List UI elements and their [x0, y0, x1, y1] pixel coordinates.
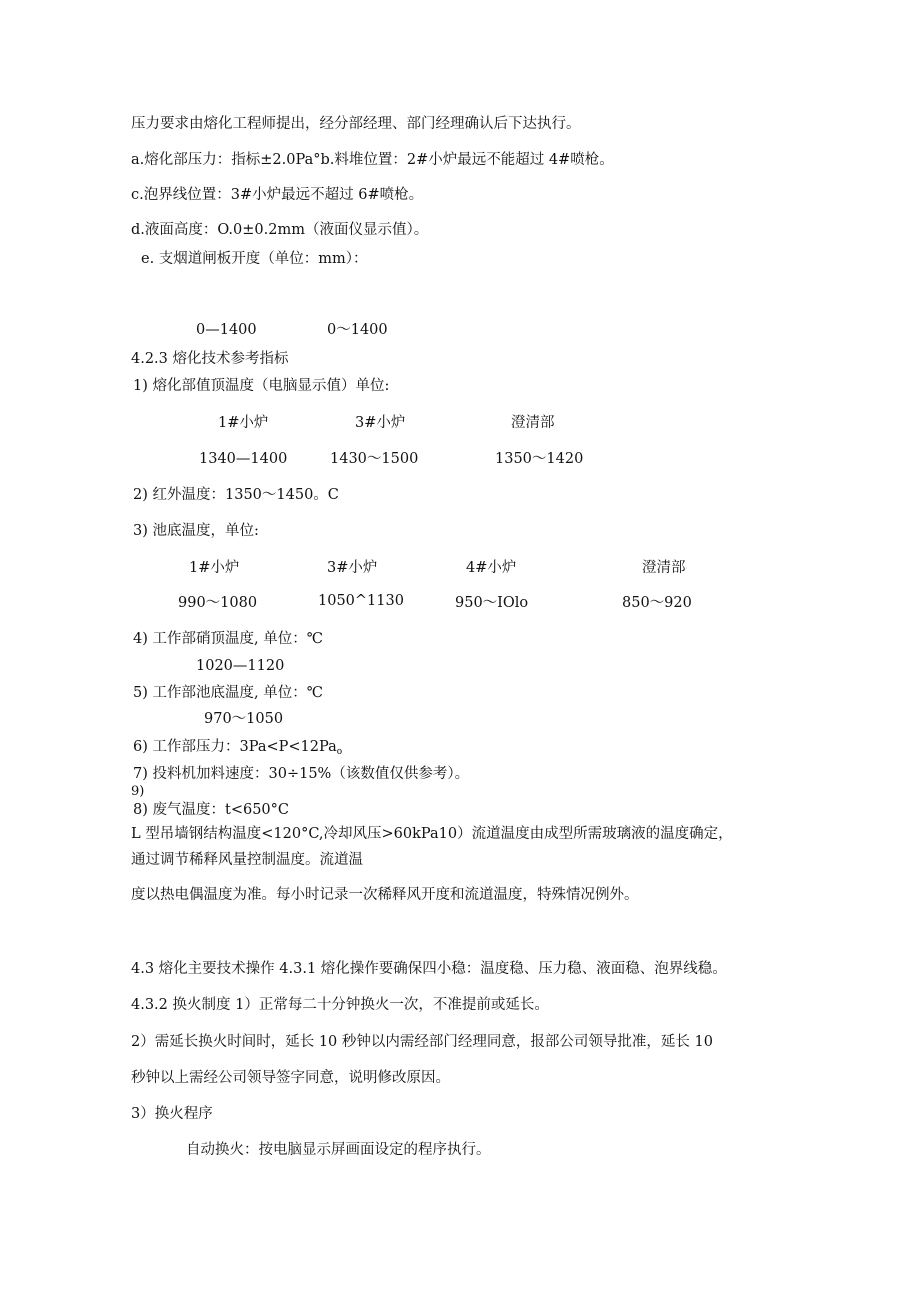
value-cell: 0～1400	[327, 322, 388, 338]
list-item-text: 6) 工作部压力：3Pa<P<12Pa	[133, 739, 337, 755]
table-cell: 1350～1420	[495, 451, 584, 467]
paragraph-line: L 型吊墙钢结构温度<120°C,冷却风压>60kPa10）流道温度由成型所需玻璃液的温度确定，	[131, 826, 733, 842]
value-cell: 970～1050	[204, 711, 284, 727]
table-header-cell: 澄清部	[642, 560, 686, 576]
list-item: 2) 红外温度：1350～1450。C	[133, 487, 339, 503]
paragraph-line: 度以热电偶温度为准。每小时记录一次稀释风开度和流道温度，特殊情况例外。	[131, 887, 639, 903]
paragraph-line: c.泡界线位置：3#小炉最远不超过 6#喷枪。	[131, 187, 424, 203]
paragraph-line: d.液面高度：O.0±0.2mm（液面仪显示值）。	[131, 222, 429, 238]
table-header-cell: 澄清部	[511, 415, 555, 431]
value-cell: 1020—1120	[196, 658, 285, 674]
paragraph-line: e. 支烟道闸板开度（单位：mm）：	[141, 251, 368, 267]
table-header-cell: 1#小炉	[218, 415, 269, 431]
value-cell: 0—1400	[196, 322, 257, 338]
paragraph-line: 自动换火：按电脑显示屏画面设定的程序执行。	[186, 1142, 491, 1158]
table-header-cell: 3#小炉	[355, 415, 406, 431]
list-number-overprint: 9)	[131, 784, 145, 799]
table-header-cell: 3#小炉	[327, 560, 378, 576]
list-item	[133, 740, 342, 757]
paragraph-line: 通过调节稀释风量控制温度。流道温	[131, 852, 363, 868]
list-item: 4) 工作部硝顶温度, 单位：℃	[133, 631, 323, 647]
section-heading: 4.2.3 熔化技术参考指标	[131, 351, 289, 367]
table-cell: 950～IOlo	[455, 595, 529, 611]
table-cell: 1050^1130	[318, 593, 404, 609]
paragraph-line: 压力要求由熔化工程师提出，经分部经理、部门经理确认后下达执行。	[131, 116, 581, 132]
table-cell: 850～920	[622, 595, 692, 611]
table-header-cell: 1#小炉	[189, 560, 240, 576]
list-item: 7) 投料机加料速度：30÷15%（该数值仅供参考）。	[133, 766, 470, 782]
table-cell: 1340—1400	[199, 451, 288, 467]
list-item: 5) 工作部池底温度, 单位：℃	[133, 685, 323, 701]
paragraph-line: 3）换火程序	[131, 1106, 213, 1122]
table-header-cell: 4#小炉	[466, 560, 517, 576]
list-item: 3) 池底温度，单位:	[133, 523, 259, 539]
table-cell: 1430～1500	[330, 451, 419, 467]
table-cell: 990～1080	[178, 595, 258, 611]
paragraph-line: 4.3.2 换火制度 1）正常每二十分钟换火一次，不准提前或延长。	[131, 997, 549, 1013]
list-item: 8) 废气温度：t<650°C	[133, 802, 289, 818]
paragraph-line: 2）需延长换火时间时，延长 10 秒钟以内需经部门经理同意，报部公司领导批准，延长 10	[131, 1034, 713, 1050]
subscript: o	[336, 747, 343, 757]
paragraph-line: 4.3 熔化主要技术操作 4.3.1 熔化操作要确保四小稳：温度稳、压力稳、液面稳、泡界线稳。	[131, 961, 727, 977]
paragraph-line: 秒钟以上需经公司领导签字同意，说明修改原因。	[131, 1070, 450, 1086]
list-item: 1) 熔化部值顶温度（电脑显示值）单位:	[133, 378, 390, 394]
paragraph-line: a.熔化部压力：指标±2.0Pa°b.料堆位置：2#小炉最远不能超过 4#喷枪。	[131, 152, 614, 168]
